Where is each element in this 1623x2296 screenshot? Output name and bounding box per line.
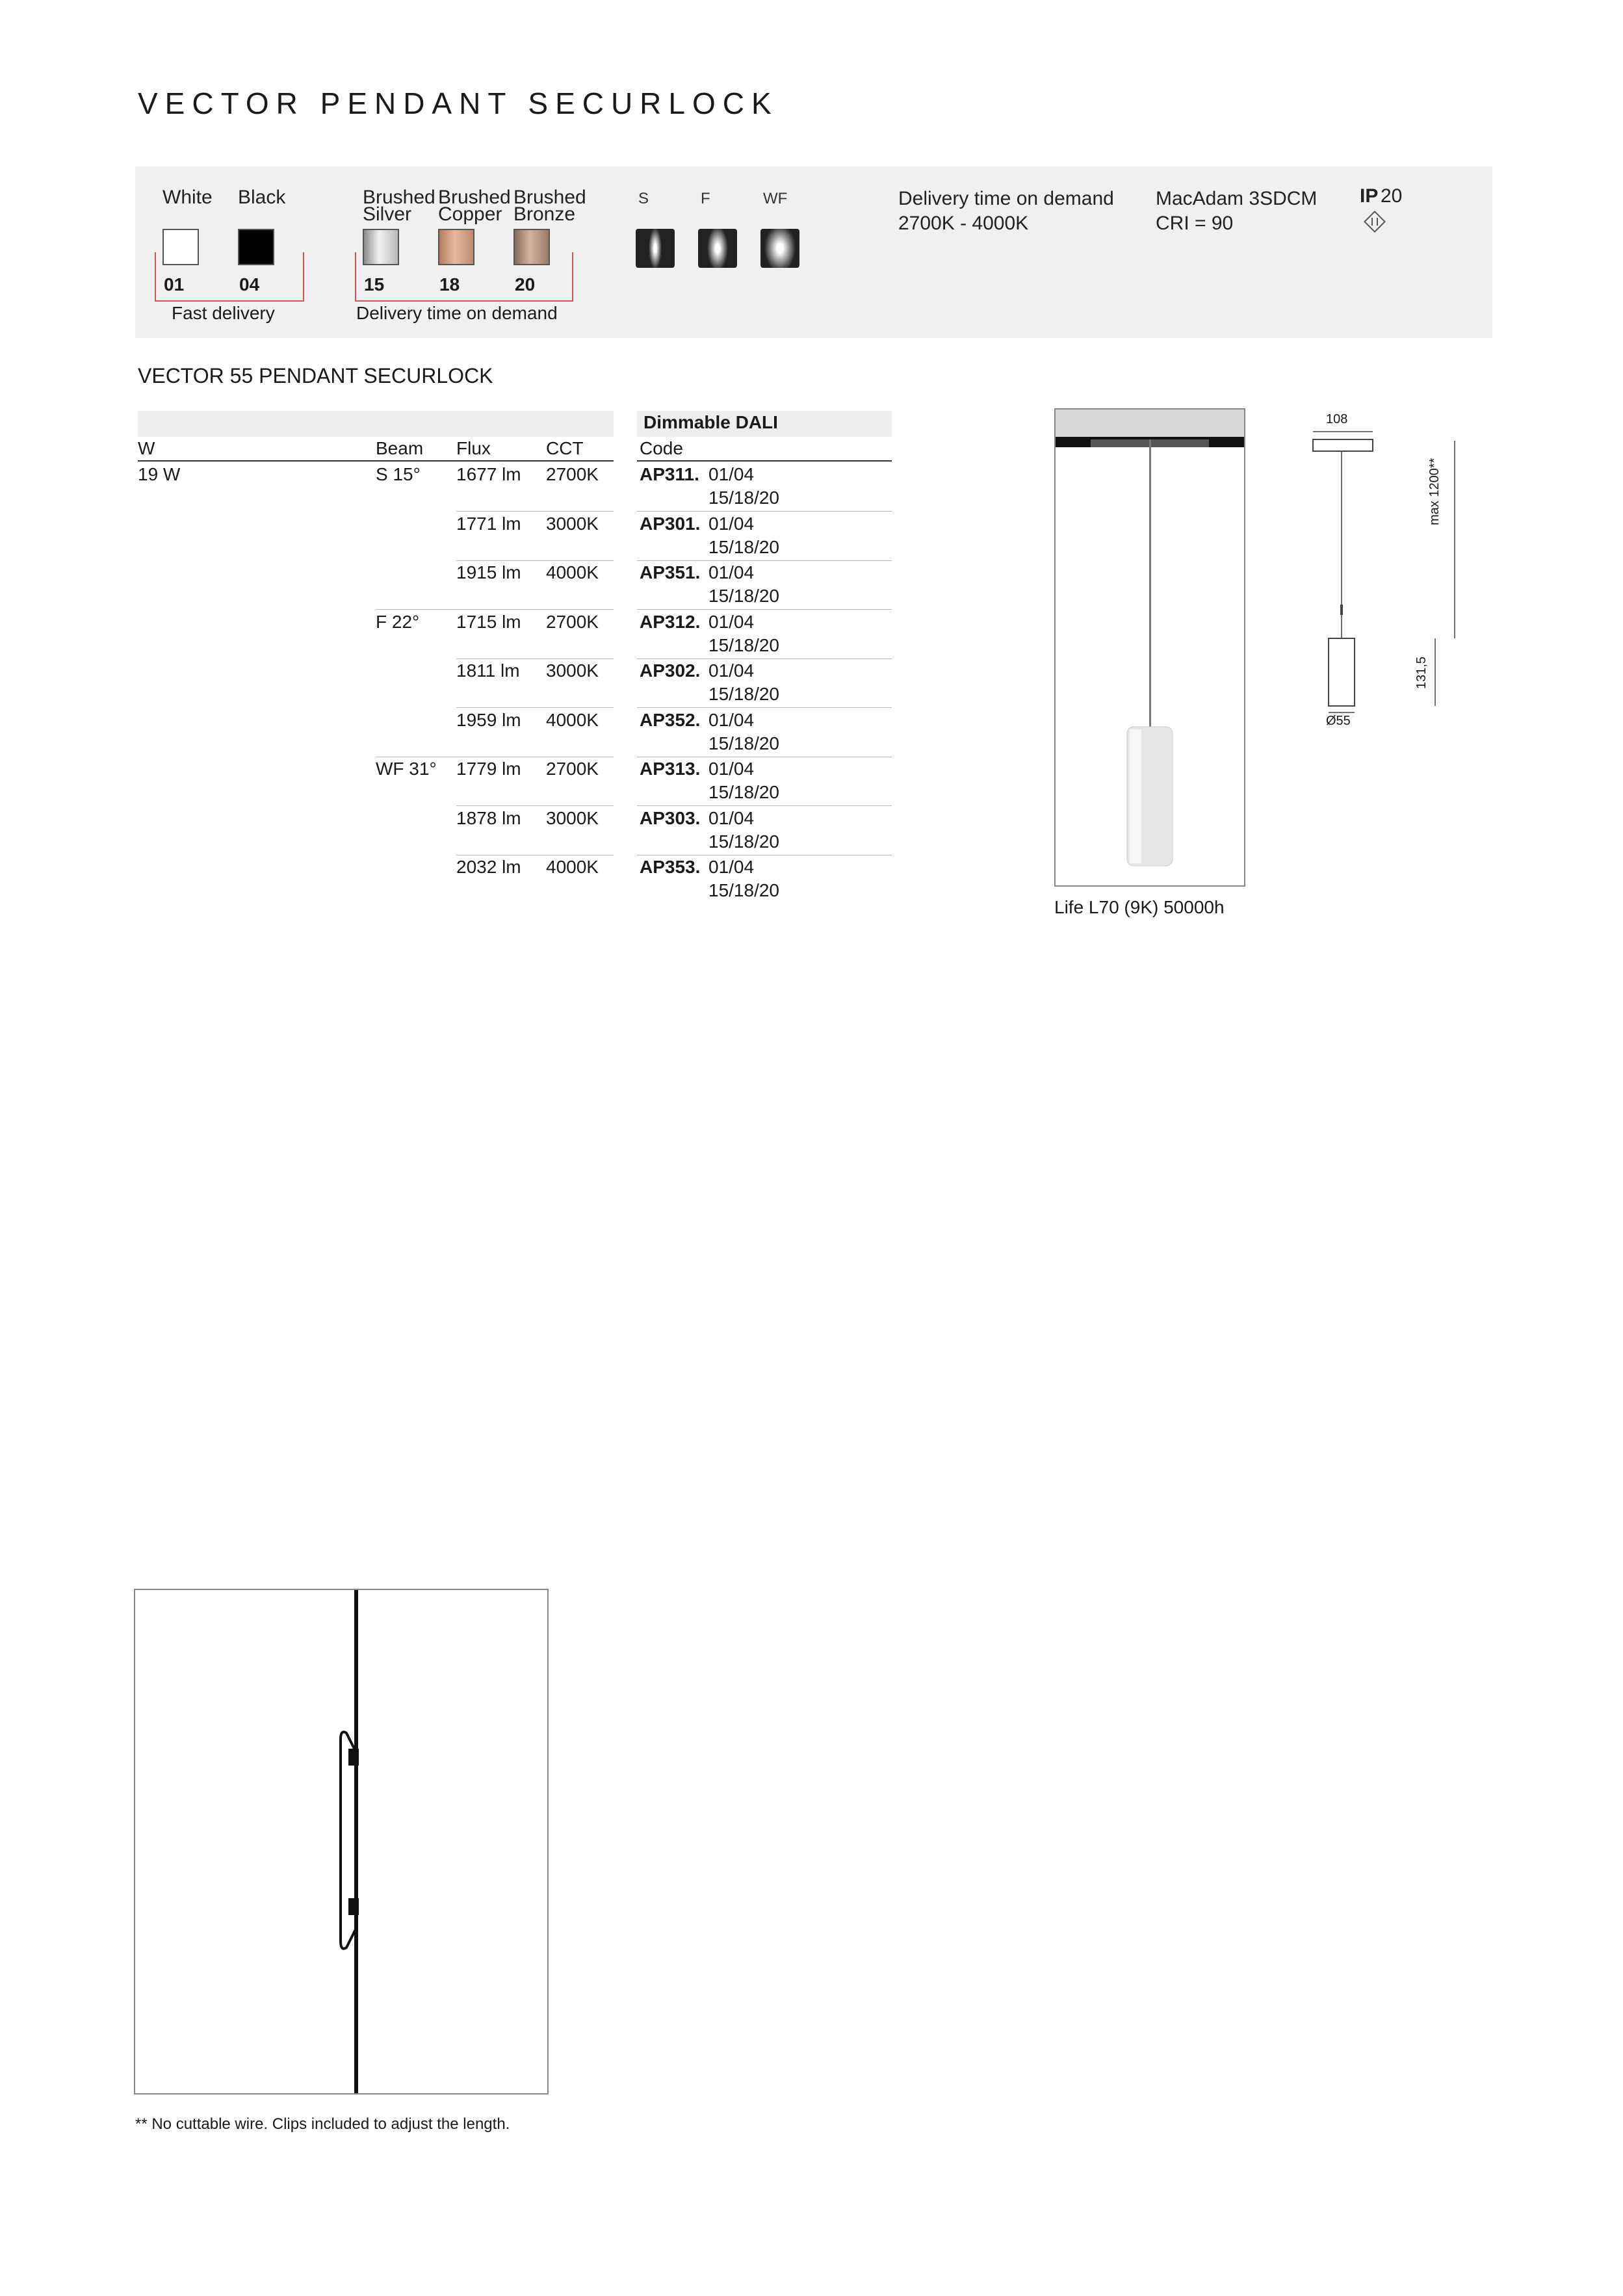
beam-f-icon (698, 229, 737, 268)
dali-header: Dimmable DALI (643, 412, 778, 432)
clip-drawing (134, 1589, 549, 2094)
row-beam: S 15° (376, 464, 421, 484)
row-beam: WF 31° (376, 759, 437, 779)
row-finish-codes-2: 15/18/20 (708, 782, 779, 802)
row-finish-codes: 01/04 (708, 660, 755, 681)
dimension-drawing (1300, 410, 1469, 735)
row-flux: 1715 lm (456, 611, 521, 632)
row-finish-codes-2: 15/18/20 (708, 488, 779, 508)
row-finish-codes-2: 15/18/20 (708, 586, 779, 606)
row-cct: 3000K (546, 660, 599, 681)
col-cct: CCT (546, 438, 584, 458)
row-divider (456, 511, 614, 512)
dim-width: 108 (1326, 412, 1348, 426)
finish-label-silver-2: Silver (363, 203, 412, 225)
row-finish-codes: 01/04 (708, 807, 755, 828)
table-header-band (138, 411, 614, 437)
ip-diamond-icon (1362, 209, 1388, 235)
row-finish-codes: 01/04 (708, 562, 755, 582)
finish-label-copper-2: Copper (438, 203, 502, 225)
row-finish-codes-2: 15/18/20 (708, 733, 779, 753)
code-black: 04 (239, 274, 260, 294)
row-cct: 3000K (546, 513, 599, 534)
row-finish-codes: 01/04 (708, 611, 755, 632)
col-flux: Flux (456, 438, 491, 458)
beam-wf-icon (760, 229, 799, 268)
code-white: 01 (164, 274, 185, 294)
row-divider-code (637, 511, 892, 512)
row-finish-codes-2: 15/18/20 (708, 634, 779, 655)
col-code: Code (640, 438, 683, 458)
row-code: AP351. (640, 562, 701, 582)
header-rule (138, 460, 614, 462)
product-photo (1054, 408, 1245, 887)
row-flux: 2032 lm (456, 857, 521, 877)
finish-label-silver-1: Brushed (363, 187, 435, 208)
beam-label-wf: WF (763, 190, 788, 207)
fast-delivery-note: Fast delivery (172, 303, 275, 323)
footnote: ** No cuttable wire. Clips included to adjust the length. (135, 2115, 510, 2133)
row-cct: 4000K (546, 562, 599, 582)
demand-bracket (355, 252, 573, 302)
row-finish-codes: 01/04 (708, 857, 755, 877)
delivery-line2: 2700K - 4000K (898, 213, 1029, 234)
row-divider (456, 560, 614, 561)
code-silver: 15 (364, 274, 385, 294)
row-divider-code (637, 805, 892, 806)
row-flux: 1811 lm (456, 660, 520, 681)
beam-label-s: S (638, 190, 649, 207)
row-cct: 2700K (546, 611, 599, 632)
row-flux: 1959 lm (456, 709, 521, 730)
row-cct: 4000K (546, 709, 599, 730)
delivery-line1: Delivery time on demand (898, 188, 1114, 209)
row-finish-codes: 01/04 (708, 709, 755, 730)
beam-label-f: F (701, 190, 710, 207)
macadam-line1: MacAdam 3SDCM (1156, 188, 1318, 209)
row-divider-code (637, 560, 892, 561)
row-code: AP353. (640, 857, 701, 877)
row-cct: 2700K (546, 759, 599, 779)
row-code: AP302. (640, 660, 701, 681)
row-code: AP301. (640, 513, 701, 534)
row-cct: 4000K (546, 857, 599, 877)
options-panel (135, 166, 1492, 338)
row-divider-code (637, 707, 892, 708)
life-caption: Life L70 (9K) 50000h (1054, 897, 1225, 917)
row-beam: F 22° (376, 611, 420, 632)
beam-s-icon (636, 229, 675, 268)
finish-label-bronze-2: Bronze (513, 203, 576, 225)
macadam-line2: CRI = 90 (1156, 213, 1234, 234)
row-code: AP313. (640, 759, 701, 779)
row-divider (456, 707, 614, 708)
ip-label: IP (1360, 185, 1379, 207)
page-title: VECTOR PENDANT SECURLOCK (138, 86, 779, 120)
row-code: AP352. (640, 709, 701, 730)
finish-label-white: White (162, 187, 213, 208)
watt-value: 19 W (138, 464, 181, 484)
row-flux: 1878 lm (456, 807, 521, 828)
row-cct: 2700K (546, 464, 599, 484)
finish-label-copper-1: Brushed (438, 187, 511, 208)
dim-max: max 1200** (1427, 458, 1442, 525)
finish-label-bronze-1: Brushed (513, 187, 586, 208)
col-w: W (138, 438, 155, 458)
row-divider-code (637, 609, 892, 610)
row-code: AP303. (640, 807, 701, 828)
row-finish-codes-2: 15/18/20 (708, 831, 779, 852)
row-cct: 3000K (546, 807, 599, 828)
row-code: AP312. (640, 611, 701, 632)
code-copper: 18 (439, 274, 460, 294)
row-divider (456, 805, 614, 806)
row-flux: 1677 lm (456, 464, 521, 484)
row-finish-codes-2: 15/18/20 (708, 536, 779, 557)
row-finish-codes: 01/04 (708, 513, 755, 534)
row-flux: 1915 lm (456, 562, 521, 582)
finish-label-black: Black (238, 187, 286, 208)
dim-height: 131,5 (1414, 656, 1429, 689)
section-subtitle: VECTOR 55 PENDANT SECURLOCK (138, 364, 493, 387)
code-bronze: 20 (515, 274, 536, 294)
row-finish-codes: 01/04 (708, 464, 755, 484)
row-divider (376, 609, 614, 610)
col-beam: Beam (376, 438, 424, 458)
ip-number: 20 (1381, 185, 1403, 207)
row-flux: 1779 lm (456, 759, 521, 779)
delivery-on-demand-note: Delivery time on demand (356, 303, 558, 323)
row-flux: 1771 lm (456, 513, 521, 534)
dim-diameter: Ø55 (1326, 714, 1351, 728)
row-finish-codes: 01/04 (708, 759, 755, 779)
row-finish-codes-2: 15/18/20 (708, 684, 779, 704)
row-code: AP311. (640, 464, 699, 484)
header-rule-code (637, 460, 892, 462)
row-finish-codes-2: 15/18/20 (708, 880, 779, 900)
